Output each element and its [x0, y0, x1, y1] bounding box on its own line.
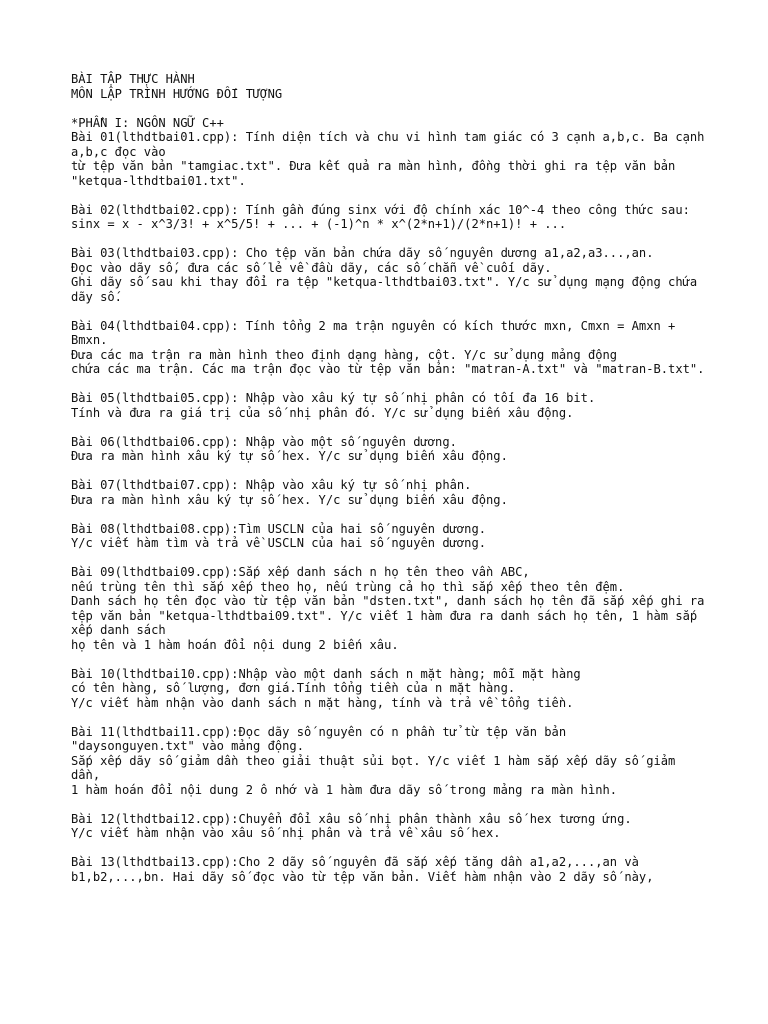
exercise-block	[71, 522, 708, 551]
exercise-list	[71, 115, 712, 885]
exercise-text-line: Bài 13(lthdtbai13.cpp):Cho 2 dãy số nguyên đã sắp xếp tăng dần a1,a2,...,an và	[71, 855, 639, 869]
exercise-block	[71, 435, 708, 464]
exercise-text-line: Y/c viết hàm nhận vào danh sách n mặt hàng, tính và trả về tổng tiền.	[71, 695, 574, 710]
exercise-text-line: Y/c viết hàm nhận vào xâu số nhị phân và trả về xâu số hex.	[71, 826, 501, 840]
exercise-block	[71, 855, 708, 884]
exercise-block	[71, 812, 708, 841]
exercise-text-line: Bài 04(lthdtbai04.cpp): Tính tổng 2 ma trận nguyên có kích thước mxn, Cmxn = Amxn + Bmxn.	[71, 318, 683, 347]
exercise-text-line: Bài 12(lthdtbai12.cpp):Chuyển đổi xâu số nhị phân thành xâu số hex tương ứng.	[71, 811, 632, 826]
document-header	[71, 72, 708, 101]
exercise-text-line: Bài 02(lthdtbai02.cpp): Tính gần đúng sinx với độ chính xác 10^-4 theo công thức sau:	[71, 202, 690, 217]
exercise-text-line: từ tệp văn bản "tamgiac.txt". Đưa kết quả ra màn hình, đồng thời ghi ra tệp văn bản "ketqua-lthdtbai01.txt".	[71, 159, 683, 188]
exercise-text-line: Bài 09(lthdtbai09.cpp):Sắp xếp danh sách n họ tên theo vần ABC,	[71, 565, 530, 579]
exercise-text-line: Danh sách họ tên đọc vào từ tệp văn bản "dsten.txt", danh sách họ tên đã sắp xếp ghi ra	[71, 594, 705, 608]
exercise-text-line: Bài 06(lthdtbai06.cpp): Nhập vào một số nguyên dương.	[71, 434, 457, 449]
exercise-text-line: tệp văn bản "ketqua-lthdtbai09.txt". Y/c viết 1 hàm đưa ra danh sách họ tên, 1 hàm sắp xếp danh sách	[71, 608, 705, 637]
exercise-text-line: "daysonguyen.txt" vào mảng động.	[71, 739, 304, 753]
exercise-text-line: nếu trùng tên thì sắp xếp theo họ, nếu trùng cả họ thì sắp xếp theo tên đệm.	[71, 579, 625, 594]
exercise-block	[71, 246, 708, 304]
exercise-text-line: Bài 05(lthdtbai05.cpp): Nhập vào xâu ký tự số nhị phân có tối đa 16 bit.	[71, 391, 596, 405]
exercise-text-line: có tên hàng, số lượng, đơn giá.Tính tổng tiền của n mặt hàng.	[71, 681, 516, 695]
exercise-text-line: Bài 07(lthdtbai07.cpp): Nhập vào xâu ký tự số nhị phân.	[71, 478, 472, 492]
exercise-text-line: họ tên và 1 hàm hoán đổi nội dung 2 biến xâu.	[71, 637, 399, 652]
exercise-block	[71, 725, 708, 798]
exercise-text-line: b1,b2,...,bn. Hai dãy số đọc vào từ tệp văn bản. Viết hàm nhận vào 2 dãy số này,	[71, 869, 654, 884]
exercise-text-line: *PHẦN I: NGÔN NGỮ C++	[71, 115, 224, 130]
document-title: BÀI TẬP THỰC HÀNH	[71, 72, 195, 86]
exercise-text-line: Đưa ra màn hình xâu ký tự số hex. Y/c sử dụng biến xâu động.	[71, 449, 508, 463]
exercise-block	[71, 319, 708, 377]
exercise-text-line: chứa các ma trận. Các ma trận đọc vào từ tệp văn bản: "matran-A.txt" và "matran-B.txt".	[71, 362, 705, 376]
exercise-text-line: Bài 10(lthdtbai10.cpp):Nhập vào một danh sách n mặt hàng; mỗi mặt hàng	[71, 666, 581, 681]
exercise-text-line: Đưa các ma trận ra màn hình theo định dạng hàng, cột. Y/c sử dụng mảng động	[71, 347, 618, 362]
exercise-text-line: Ghi dãy số sau khi thay đổi ra tệp "ketqua-lthdtbai03.txt". Y/c sử dụng mạng động chứa dãy số.	[71, 275, 705, 304]
exercise-text-line: Bài 03(lthdtbai03.cpp): Cho tệp văn bản chứa dãy số nguyên dương a1,a2,a3...,an.	[71, 246, 654, 260]
exercise-text-line: Đưa ra màn hình xâu ký tự số hex. Y/c sử dụng biến xâu động.	[71, 492, 508, 507]
exercise-text-line: Bài 08(lthdtbai08.cpp):Tìm USCLN của hai số nguyên dương.	[71, 521, 487, 536]
exercise-block	[71, 667, 708, 711]
exercise-text-line: Y/c viết hàm tìm và trả về USCLN của hai số nguyên dương.	[71, 536, 487, 550]
exercise-block	[71, 203, 708, 232]
exercise-text-line: 1 hàm hoán đổi nội dung 2 ô nhớ và 1 hàm đưa dãy số trong mảng ra màn hình.	[71, 782, 618, 797]
exercise-text-line: Đọc vào dãy số, đưa các số lẻ về đầu dãy, các số chẵn về cuối dãy.	[71, 260, 552, 275]
document-subtitle: MÔN LẬP TRÌNH HƯỚNG ĐỐI TƯỢNG	[71, 86, 283, 101]
exercise-text-line: Sắp xếp dãy số giảm dần theo giải thuật sủi bọt. Y/c viết 1 hàm sắp xếp dãy số giảm dần,	[71, 753, 683, 782]
exercise-text-line: Bài 01(lthdtbai01.cpp): Tính diện tích và chu vi hình tam giác có 3 cạnh a,b,c. Ba cạnh a,b,c đọc vào	[71, 130, 712, 159]
section-and-exercise-block	[71, 115, 712, 189]
exercise-block	[71, 565, 708, 652]
exercise-text-line: Bài 11(lthdtbai11.cpp):Đọc dãy số nguyên có n phần tử từ tệp văn bản	[71, 724, 567, 739]
exercise-block	[71, 391, 708, 420]
exercise-text-line: Tính và đưa ra giá trị của số nhị phân đó. Y/c sử dụng biến xâu động.	[71, 405, 574, 420]
exercise-block	[71, 478, 708, 507]
exercise-text-line: sinx = x - x^3/3! + x^5/5! + ... + (-1)^n * x^(2*n+1)/(2*n+1)! + ...	[71, 217, 567, 231]
